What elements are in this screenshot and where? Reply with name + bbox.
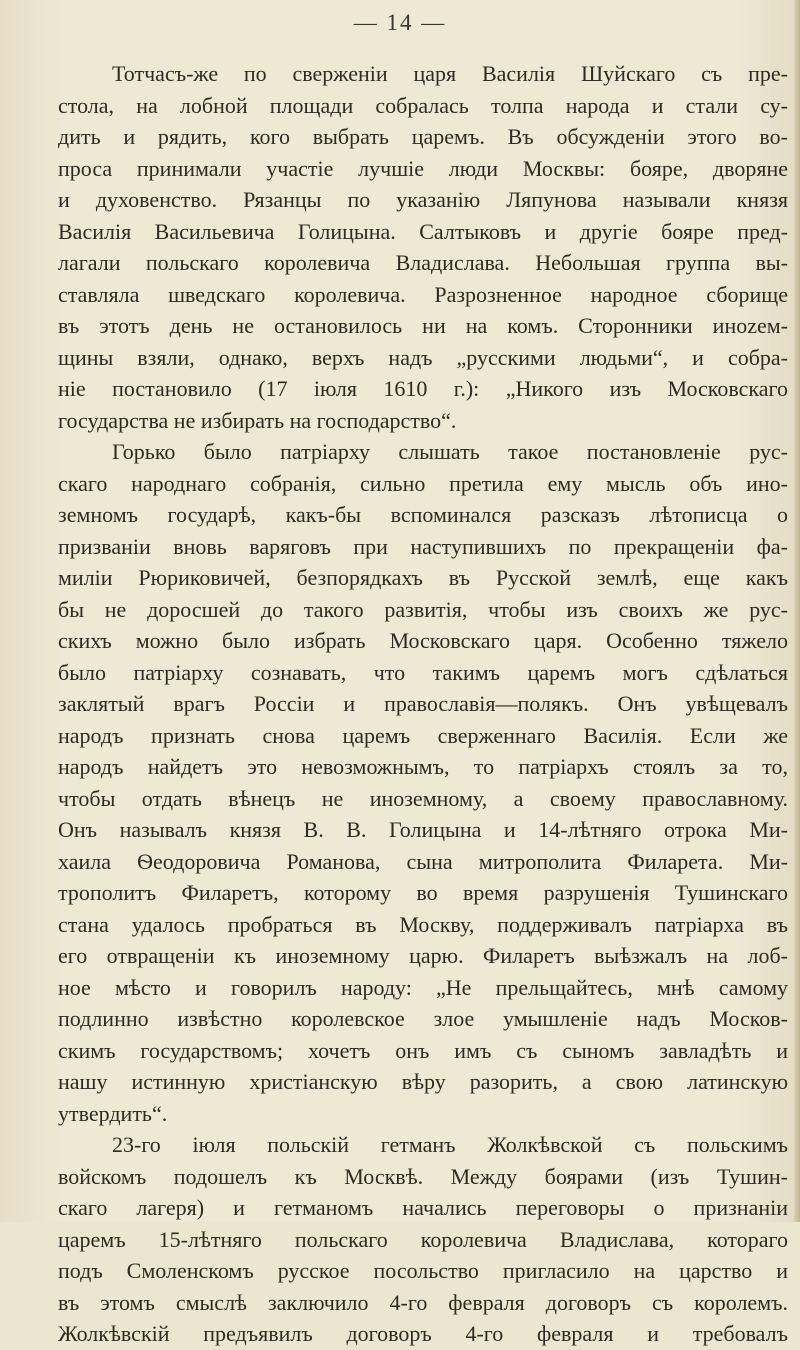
text-line: бы не доросшей до такого развитія, чтобы изъ своихъ же рус- — [58, 596, 788, 622]
text-line: государства не избирать на господарство“. — [58, 407, 457, 433]
text-line: было патріарху сознавать, что такимъ царемъ могъ сдѣлаться — [58, 659, 788, 685]
text-line: Жолкѣвскій предъявилъ договоръ 4-го февраля и требовалъ — [58, 1321, 788, 1346]
body-text — [58, 58, 788, 1350]
text-line: стола, на лобной площади собралась толпа народа и стали су- — [58, 92, 788, 118]
text-line: Горько было патріарху слышать такое постановленіе рус- — [112, 439, 788, 464]
text-line: проса принимали участіе лучшіе люди Москвы: бояре, дворяне — [58, 155, 788, 181]
text-line: войскомъ подошелъ къ Москвѣ. Между боярами (изъ Тушин- — [58, 1163, 788, 1189]
text-line: земномъ государѣ, какъ-бы вспоминался разсказъ лѣтописца о — [58, 502, 788, 527]
text-line: ставляла шведскаго королевича. Разрозненное народное сборище — [58, 281, 788, 307]
text-line: стана удалось пробраться въ Москву, поддерживалъ патріарха въ — [58, 911, 788, 937]
text-line: заклятый врагъ Россіи и православія—полякъ. Онъ увѣщевалъ — [58, 691, 788, 716]
text-line: лагали польскаго королевича Владислава. Небольшая группа вы- — [58, 250, 788, 275]
text-line: утвердить“. — [58, 1100, 168, 1126]
text-line: призваніи вновь варяговъ при наступившихъ по прекращеніи фа- — [58, 533, 788, 559]
text-line: скихъ можно было избрать Московскаго царя. Особенно тяжело — [58, 628, 788, 653]
text-line: подлинно извѣстно королевское злое умышленіе надъ Москов- — [58, 1006, 788, 1031]
text-line: Василія Васильевича Голицына. Салтыковъ и другіе бояре пред- — [58, 218, 788, 244]
text-line: дить и рядить, кого выбрать царемъ. Въ обсужденіи этого во- — [58, 124, 788, 149]
text-line: нашу истинную христіанскую вѣру разорить, а свою латинскую — [58, 1069, 788, 1094]
text-line: ное мѣсто и говорилъ народу: „Не прельщайтесь, мнѣ самому — [58, 974, 788, 1000]
text-line: хаила Ѳеодоровича Романова, сына митрополита Филарета. Ми- — [58, 848, 788, 874]
text-line: 23-го іюля польскій гетманъ Жолкѣвской съ польскимъ — [112, 1132, 788, 1157]
text-line: Тотчасъ-же по сверженіи царя Василія Шуйскаго съ пре- — [112, 61, 788, 86]
page-edge — [794, 0, 800, 1222]
text-line: скаго лагеря) и гетманомъ начались переговоры о признаніи — [58, 1195, 788, 1220]
text-line: щины взяли, однако, верхъ надъ „русскими людьми“, и собра- — [58, 344, 788, 370]
text-line: ніе постановило (17 іюля 1610 г.): „Никого изъ Московскаго — [58, 376, 788, 401]
text-line: подъ Смоленскомъ русское посольство пригласило на царство и — [58, 1258, 788, 1283]
text-line: чтобы отдать вѣнецъ не иноземному, а своему православному. — [58, 785, 788, 811]
text-line: народъ найдетъ это невозможнымъ, то патріархъ стоялъ за то, — [58, 754, 788, 779]
text-line: скимъ государствомъ; хочетъ онъ имъ съ сыномъ завладѣть и — [58, 1037, 788, 1063]
text-line: въ этотъ день не остановилось ни на комъ. Сторонники иноzем- — [58, 313, 788, 338]
text-line: Онъ называлъ князя В. В. Голицына и 14-лѣтняго отрока Ми- — [58, 817, 788, 842]
text-line: народъ признать снова царемъ сверженнаго Василія. Если же — [58, 722, 788, 748]
text-line: и духовенство. Рязанцы по указанію Ляпунова называли князя — [58, 187, 788, 212]
text-line: въ этомъ смыслѣ заключило 4-го февраля договоръ съ королемъ. — [58, 1289, 788, 1315]
text-line: его отвращеніи къ иноземному царю. Филаретъ выѣзжалъ на лоб- — [58, 943, 788, 968]
text-line: трополитъ Филаретъ, которому во время разрушенія Тушинскаго — [58, 880, 788, 905]
text-line: миліи Рюриковичей, безпорядкахъ въ Русской землѣ, еще какъ — [58, 565, 788, 590]
page-number: — 14 — — [353, 10, 447, 35]
text-line: царемъ 15-лѣтняго польскаго королевича Владислава, котораго — [58, 1226, 788, 1252]
text-line: скаго народнаго собранія, сильно претила ему мысль объ ино- — [58, 470, 788, 496]
